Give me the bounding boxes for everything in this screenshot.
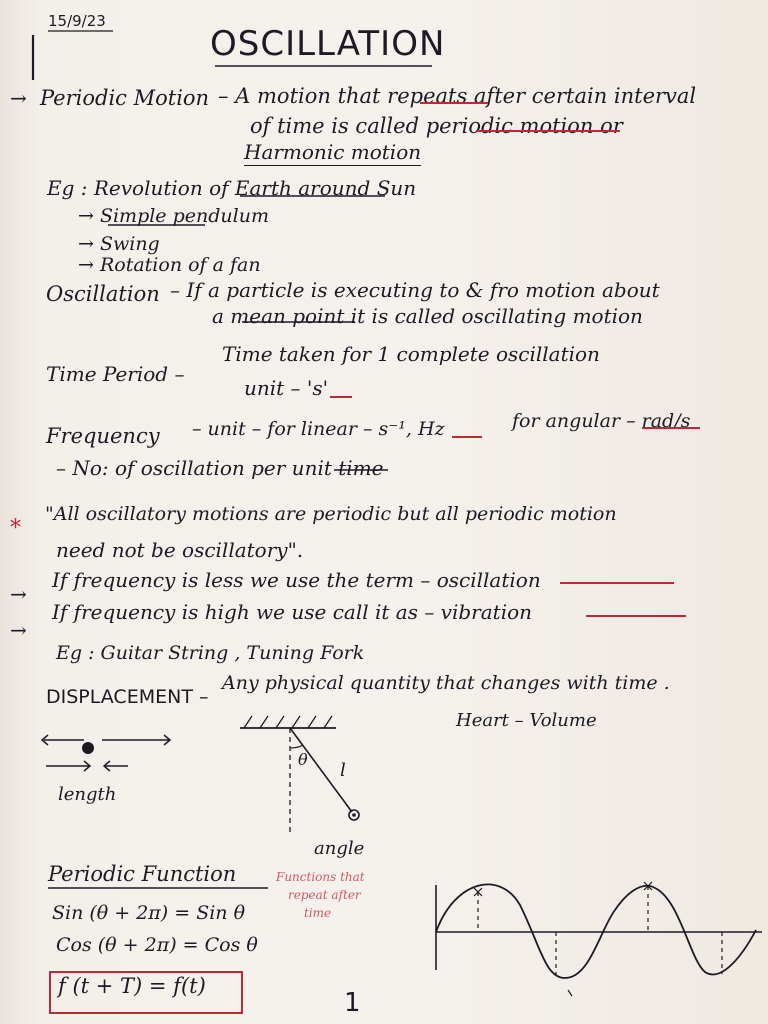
examples-label: Eg : Revolution of Earth around Sun <box>47 176 417 200</box>
heart-volume-note: Heart – Volume <box>456 710 597 731</box>
side-note-3: time <box>304 906 332 920</box>
date: 15/9/23 <box>48 12 106 30</box>
periodic-motion-def-2: of time is called periodic motion or <box>250 114 623 138</box>
star-icon: * <box>10 516 21 541</box>
sin-equation: Sin (θ + 2π) = Sin θ <box>52 902 246 924</box>
example-item: → Simple pendulum <box>78 205 269 227</box>
oscillation-def-1: – If a particle is executing to & fro motion about <box>170 278 660 302</box>
page-title: OSCILLATION <box>210 24 446 64</box>
theta-label: θ <box>298 750 308 769</box>
page-number: 1 <box>344 988 361 1018</box>
time-period-term: Time Period – <box>46 362 185 386</box>
periodic-function-equation: f (t + T) = f(t) <box>58 974 206 998</box>
frequency-term: Frequency <box>46 424 160 448</box>
side-note-1: Functions that <box>276 870 365 884</box>
oscillation-term: Oscillation <box>46 282 160 306</box>
side-note-2: repeat after <box>288 888 361 902</box>
periodic-motion-arrow: → <box>10 86 27 110</box>
frequency-examples: Eg : Guitar String , Tuning Fork <box>56 642 365 664</box>
oscillation-def-2: a mean point it is called oscillating motion <box>212 304 643 328</box>
frequency-angular: for angular – rad/s <box>512 410 691 432</box>
quote-line-1: "All oscillatory motions are periodic but all periodic motion <box>45 503 617 525</box>
low-frequency-note: If frequency is less we use the term – oscillation <box>52 568 541 592</box>
frequency-def: – No: of oscillation per unit time <box>56 456 384 480</box>
arrow-icon: → <box>10 618 27 642</box>
displacement-term: DISPLACEMENT – <box>46 686 209 708</box>
displacement-def: Any physical quantity that changes with time . <box>222 672 670 694</box>
time-period-def: Time taken for 1 complete oscillation <box>222 342 600 366</box>
periodic-motion-def-3: Harmonic motion <box>244 140 422 164</box>
periodic-function-heading: Periodic Function <box>48 862 237 886</box>
angle-label: angle <box>314 838 365 859</box>
length-l-label: l <box>340 760 346 781</box>
frequency-unit: – unit – for linear – s⁻¹, Hz <box>192 418 445 440</box>
cos-equation: Cos (θ + 2π) = Cos θ <box>56 934 258 956</box>
quote-line-2: need not be oscillatory". <box>56 538 304 562</box>
arrow-icon: → <box>10 582 27 606</box>
example-item: → Rotation of a fan <box>78 254 261 276</box>
periodic-motion-def-1: – A motion that repeats after certain interval <box>218 84 697 108</box>
high-frequency-note: If frequency is high we use call it as – vibration <box>52 600 533 624</box>
periodic-motion-term: Periodic Motion <box>40 86 210 110</box>
length-label: length <box>58 784 117 805</box>
time-period-unit: unit – 's' <box>244 376 329 400</box>
example-item: → Swing <box>78 233 160 255</box>
